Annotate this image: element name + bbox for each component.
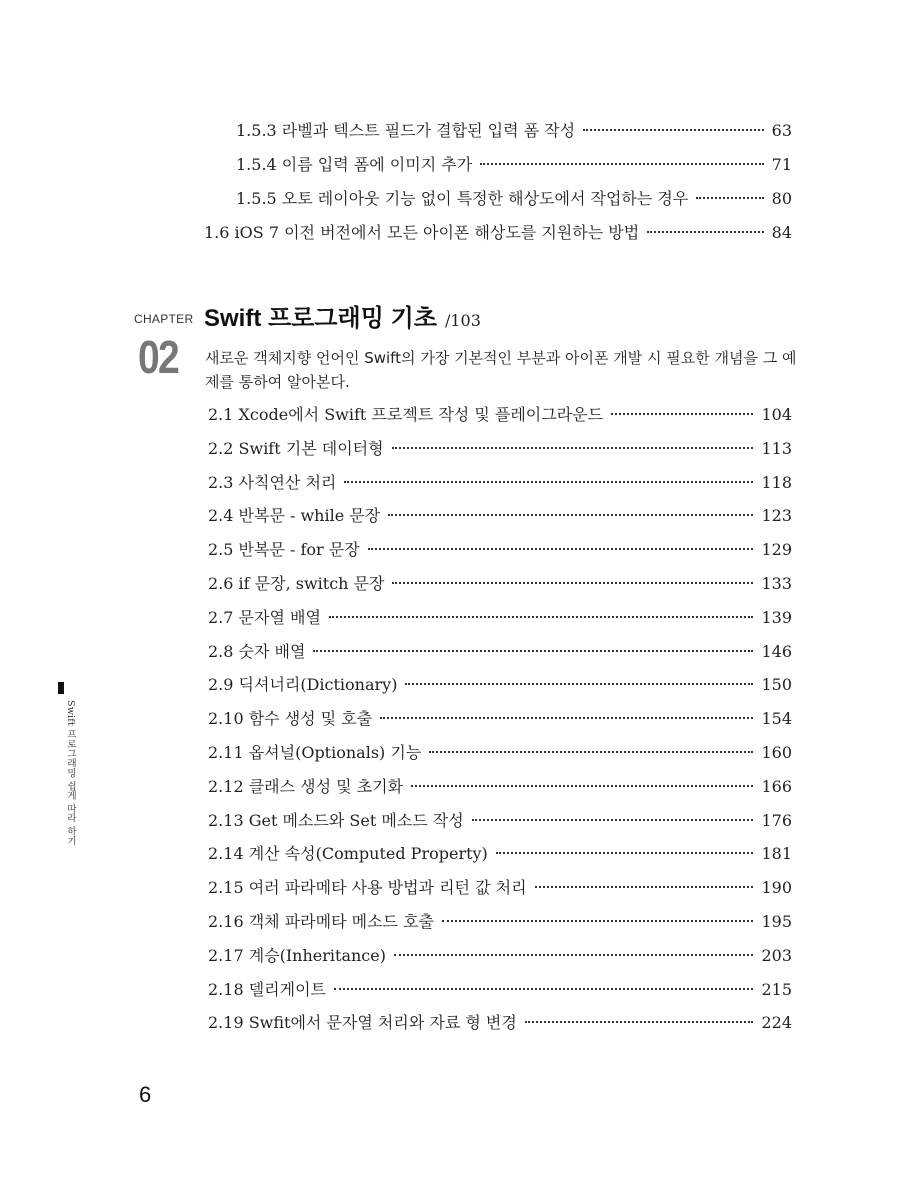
toc-leader-dots [388,514,753,516]
toc-entry[interactable] [208,939,792,973]
toc-entry-title: 2.9 딕셔너리(Dictionary) [208,675,398,695]
toc-chapter2-list [208,398,792,1040]
toc-leader-dots [442,920,753,922]
toc-entry-page: 203 [761,945,792,965]
toc-leader-dots [329,616,754,618]
toc-leader-dots [647,231,763,233]
toc-entry-page: 133 [761,573,792,593]
toc-entry-title: 2.12 클래스 생성 및 초기화 [208,776,404,796]
toc-entry-title: 2.2 Swift 기본 데이터형 [208,438,384,458]
chapter-description: 새로운 객체지향 언어인 Swift의 가장 기본적인 부분과 아이폰 개발 시 필요한 개념을 그 예제를 통하여 알아본다. [205,349,797,391]
toc-entry[interactable] [208,533,792,567]
toc-entry-title: 2.1 Xcode에서 Swift 프로젝트 작성 및 플레이그라운드 [208,405,604,424]
toc-entry-page: 118 [761,472,792,492]
toc-entry-page: 176 [761,810,792,830]
toc-entry[interactable] [208,736,792,770]
toc-leader-dots [334,988,753,990]
toc-entry-title: 1.5.4 이름 입력 폼에 이미지 추가 [236,155,473,174]
toc-entry[interactable] [208,499,792,533]
toc-entry-page: 150 [761,675,792,695]
chapter-title-text: Swift 프로그래밍 기초 [204,305,437,332]
toc-leader-dots [535,886,754,888]
side-tab-marker [58,682,64,694]
toc-entry[interactable] [208,668,792,702]
toc-entry-title: 2.13 Get 메소드와 Set 메소드 작성 [208,810,464,830]
toc-entry-title: 2.7 문자열 배열 [208,607,321,627]
toc-entry-title: 2.5 반복문 - for 문장 [208,540,360,560]
toc-entry-page: 84 [771,223,792,242]
toc-leader-dots [472,819,754,821]
toc-entry-page: 195 [761,911,792,931]
toc-entry-title: 2.18 델리게이트 [208,979,326,999]
toc-entry-page: 113 [761,438,792,458]
toc-entry-title: 2.3 사칙연산 처리 [208,472,337,492]
toc-leader-dots [380,717,753,719]
toc-previous-chapter-list [204,114,792,250]
toc-entry[interactable] [236,148,792,182]
toc-entry-page: 215 [761,979,792,999]
toc-leader-dots [392,447,754,449]
toc-entry-title: 2.11 옵셔널(Optionals) 기능 [208,742,422,762]
toc-entry[interactable] [208,635,792,669]
toc-leader-dots [525,1021,754,1023]
toc-entry[interactable] [208,973,792,1007]
toc-entry[interactable] [208,398,792,432]
page-number: 6 [139,1082,152,1107]
toc-entry[interactable] [208,1006,792,1040]
chapter-title[interactable] [204,298,481,333]
toc-entry-page: 71 [771,155,792,174]
chapter-label: CHAPTER [134,312,194,326]
toc-entry-page: 181 [761,844,792,864]
toc-entry-title: 2.10 함수 생성 및 호출 [208,709,373,729]
toc-entry-page: 123 [761,506,792,526]
toc-leader-dots [313,650,753,652]
toc-leader-dots [611,413,753,415]
toc-entry-page: 80 [771,189,792,208]
toc-entry[interactable] [208,804,792,838]
toc-entry-page: 190 [761,878,792,898]
toc-entry[interactable] [208,432,792,466]
toc-leader-dots [480,163,763,165]
toc-entry-title: 2.17 계승(Inheritance) [208,945,386,965]
toc-leader-dots [696,197,763,199]
side-running-title: Swift 프로그래밍 쉽게 따라 하기 [65,700,76,846]
toc-entry-title: 2.15 여러 파라메타 사용 방법과 리턴 값 처리 [208,878,527,898]
toc-entry-page: 154 [761,709,792,729]
toc-leader-dots [496,852,754,854]
chapter-title-page: /103 [444,311,481,330]
toc-entry-page: 63 [771,121,792,140]
toc-leader-dots [411,785,753,787]
toc-leader-dots [429,751,753,753]
toc-entry-page: 146 [761,641,792,661]
toc-entry-page: 104 [761,405,792,424]
chapter-number: 02 [138,331,179,383]
toc-leader-dots [583,129,764,131]
toc-entry[interactable] [208,601,792,635]
toc-entry-title: 2.16 객체 파라메타 메소드 호출 [208,911,434,931]
toc-entry-page: 160 [761,742,792,762]
toc-entry[interactable] [208,837,792,871]
toc-entry-title: 2.19 Swfit에서 문자열 처리와 자료 형 변경 [208,1013,517,1033]
toc-entry-title: 1.6 iOS 7 이전 버전에서 모든 아이폰 해상도를 지원하는 방법 [204,223,640,242]
toc-entry-page: 224 [761,1013,792,1033]
toc-entry[interactable] [204,216,792,250]
toc-entry-title: 1.5.3 라벨과 텍스트 필드가 결합된 입력 폼 작성 [236,121,576,140]
toc-entry-page: 166 [761,776,792,796]
toc-entry-title: 1.5.5 오토 레이아웃 기능 없이 특정한 해상도에서 작업하는 경우 [236,189,689,208]
toc-leader-dots [394,954,753,956]
toc-entry[interactable] [208,770,792,804]
toc-entry[interactable] [208,871,792,905]
toc-entry[interactable] [208,905,792,939]
toc-entry[interactable] [208,567,792,601]
toc-entry-title: 2.4 반복문 - while 문장 [208,506,381,526]
toc-entry-title: 2.6 if 문장, switch 문장 [208,573,385,593]
toc-entry-page: 139 [761,607,792,627]
toc-entry[interactable] [236,114,792,148]
toc-entry[interactable] [208,702,792,736]
toc-entry[interactable] [236,182,792,216]
toc-leader-dots [392,582,753,584]
toc-leader-dots [344,481,753,483]
toc-leader-dots [405,683,753,685]
toc-entry-title: 2.14 계산 속성(Computed Property) [208,844,488,864]
toc-entry[interactable] [208,466,792,500]
toc-entry-page: 129 [761,540,792,560]
toc-entry-title: 2.8 숫자 배열 [208,641,306,661]
toc-leader-dots [368,548,754,550]
